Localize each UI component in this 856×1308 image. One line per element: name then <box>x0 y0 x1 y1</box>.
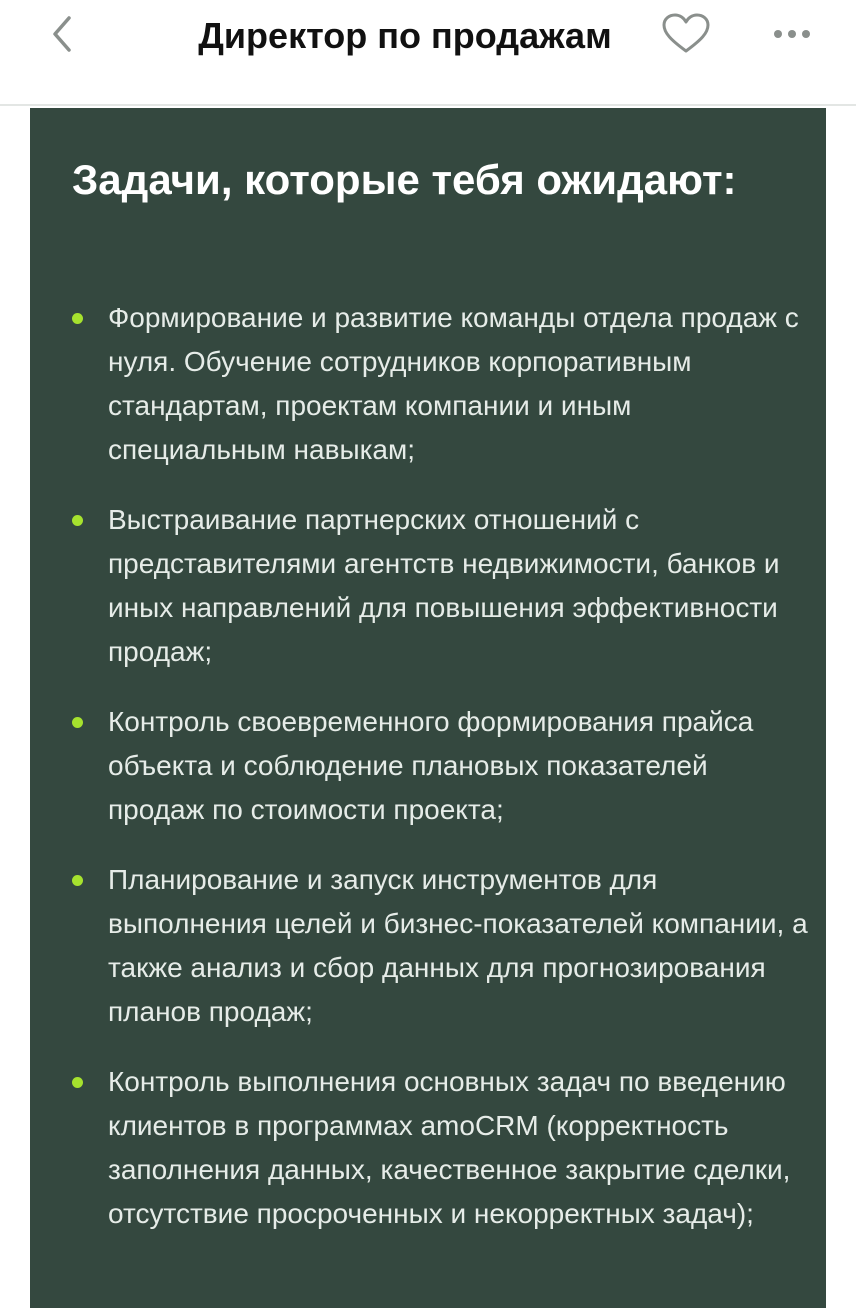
bullet-dot-icon <box>72 875 83 886</box>
bullet-dot-icon <box>72 515 83 526</box>
favorite-button[interactable] <box>658 10 714 58</box>
task-text: Контроль своевременного формирования прайса объекта и соблюдение плановых показателей продаж по стоимости проекта; <box>108 706 754 825</box>
more-horizontal-icon <box>772 28 812 40</box>
task-text: Формирование и развитие команды отдела продаж с нуля. Обучение сотрудников корпоративным стандартам, проектам компании и иным специальным навыкам; <box>108 302 799 465</box>
task-text: Контроль выполнения основных задач по введению клиентов в программах amoCRM (корректность заполнения данных, качественное закрытие сделки, отсутствие просроченных и некорректных задач); <box>108 1066 791 1229</box>
tasks-card <box>30 108 826 1308</box>
heart-outline-icon <box>661 13 711 55</box>
list-item <box>68 1060 808 1236</box>
list-item <box>68 296 808 472</box>
bullet-dot-icon <box>72 1077 83 1088</box>
list-item <box>68 858 808 1034</box>
top-bar <box>0 0 856 106</box>
page-title: Директор по продажам <box>198 15 612 56</box>
chevron-left-icon <box>49 14 75 54</box>
bullet-dot-icon <box>72 313 83 324</box>
list-item <box>68 498 808 674</box>
more-options-button[interactable] <box>764 10 820 58</box>
bullet-dot-icon <box>72 717 83 728</box>
task-text: Планирование и запуск инструментов для выполнения целей и бизнес-показателей компании, а также анализ и сбор данных для прогнозирования планов продаж; <box>108 864 808 1027</box>
tasks-list <box>68 296 808 1262</box>
task-text: Выстраивание партнерских отношений с представителями агентств недвижимости, банков и иных направлений для повышения эффективности продаж; <box>108 504 780 667</box>
back-button[interactable] <box>40 10 84 58</box>
list-item <box>68 700 808 832</box>
tasks-heading: Задачи, которые тебя ожидают: <box>72 156 737 203</box>
